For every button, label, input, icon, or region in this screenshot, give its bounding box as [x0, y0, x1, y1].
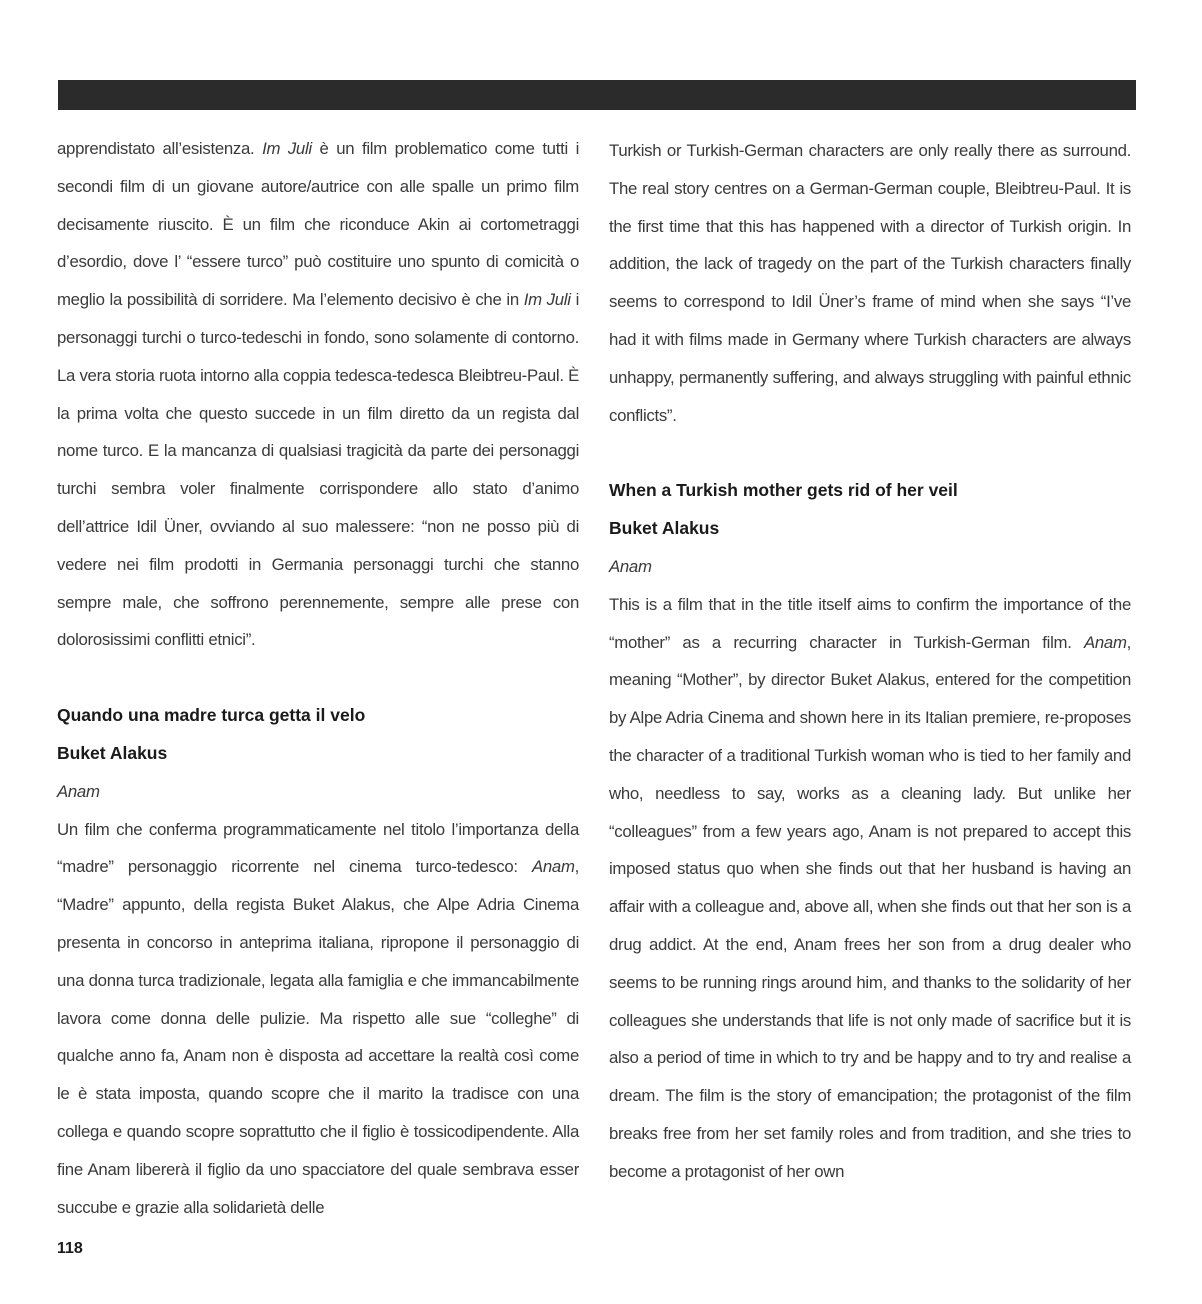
- right-column: [609, 132, 1131, 1191]
- film-title-inline: Anam: [1083, 632, 1127, 652]
- section-heading: When a Turkish mother gets rid of her veil: [609, 480, 958, 501]
- page-number: 118: [57, 1240, 83, 1257]
- body-paragraph-en: This is a film that in the title itself aims to confirm the importance of the “mother” as a recurring character in Turkish-German film. Anam, meaning “Mother”, by director Buket Alakus, entered for the competition by Alpe Adria Cinema and shown here in its Italian premiere, re-proposes the character of a traditional Turkish woman who is tied to her family and who, needless to say, works as a cleaning lady. But unlike her “colleagues” from a few years ago, Anam is not prepared to accept this imposed status quo when she finds out that her husband is having an affair with a colleague and, above all, when she finds out that her son is a drug addict. At the end, Anam frees her son from a drug dealer who seems to be running rings around him, and thanks to the solidarity of her colleagues she understands that life is not only made of sacrifice but it is also a period of time in which to try and be happy and to try and realise a dream. The film is the story of emancipation; the protagonist of the film breaks free from her set family roles and from tradition, and she tries to become a protagonist of her own: [609, 594, 1131, 1181]
- header-bar: [58, 80, 1136, 110]
- film-title-inline: Anam: [531, 857, 575, 877]
- section-heading: Quando una madre turca getta il velo: [57, 705, 366, 726]
- film-title-inline: Im Juli: [523, 290, 571, 310]
- left-column: [57, 130, 579, 1226]
- intro-paragraph-en: Turkish or Turkish-German characters are only really there as surround. The real story centres on a German-German couple, Bleibtreu-Paul. It is the first time that this has happened with a director of Turkish origin. In addition, the lack of tragedy on the part of the Turkish characters finally seems to correspond to Idil Üner’s frame of mind when she says “I’ve had it with films made in Germany where Turkish characters are always unhappy, permanently suffering, and always struggling with painful ethnic conflicts”.: [609, 141, 1131, 425]
- director-name: Buket Alakus: [57, 742, 168, 763]
- director-name: Buket Alakus: [609, 518, 720, 539]
- body-paragraph-it: Un film che conferma programmaticamente nel titolo l’importanza della “madre” personaggio ricorrente nel cinema turco-tedesco: Anam, “Madre” appunto, della regista Buket Alakus, che Alpe Adria Cinema presenta in concorso in anteprima italiana, ripropone il personaggio di una donna turca tradizionale, legata alla famiglia e che immancabilmente lavora come donna delle pulizie. Ma rispetto alle sue “colleghe” di qualche anno fa, Anam non è disposta ad accettare la realtà così come le è stata imposta, quando scopre che il marito la tradisce con una collega e quando scopre soprattutto che il figlio è tossicodipendente. Alla fine Anam libererà il figlio da uno spacciatore del quale sembrava esser succube e grazie alla solidarietà delle: [57, 819, 579, 1217]
- film-title-inline: Im Juli: [262, 139, 312, 158]
- film-title: Anam: [57, 781, 100, 801]
- film-title: Anam: [609, 556, 652, 576]
- intro-paragraph-it: apprendistato all’esistenza. Im Juli è un film problematico come tutti i secondi film di un giovane autore/autrice con alle spalle un primo film decisamente riuscito. È un film che riconduce Akin ai cortometraggi d’esordio, dove l’ “essere turco” può costituire uno spunto di comicità o meglio la possibilità di sorridere. Ma l’elemento decisivo è che in Im Juli i personaggi turchi o turco-tedeschi in fondo, sono solamente di contorno. La vera storia ruota intorno alla coppia tedesca-tedesca Bleibtreu-Paul. È la prima volta che questo succede in un film diretto da un regista dal nome turco. E la mancanza di qualsiasi tragicità da parte dei personaggi turchi sembra voler finalmente corrispondere allo stato d’animo dell’attrice Idil Üner, ovviando al suo malessere: “non ne posso più di vedere nei film prodotti in Germania personaggi turchi che stanno sempre male, che soffrono perennemente, sempre alle prese con dolorosissimi conflitti etnici”.: [57, 139, 579, 650]
